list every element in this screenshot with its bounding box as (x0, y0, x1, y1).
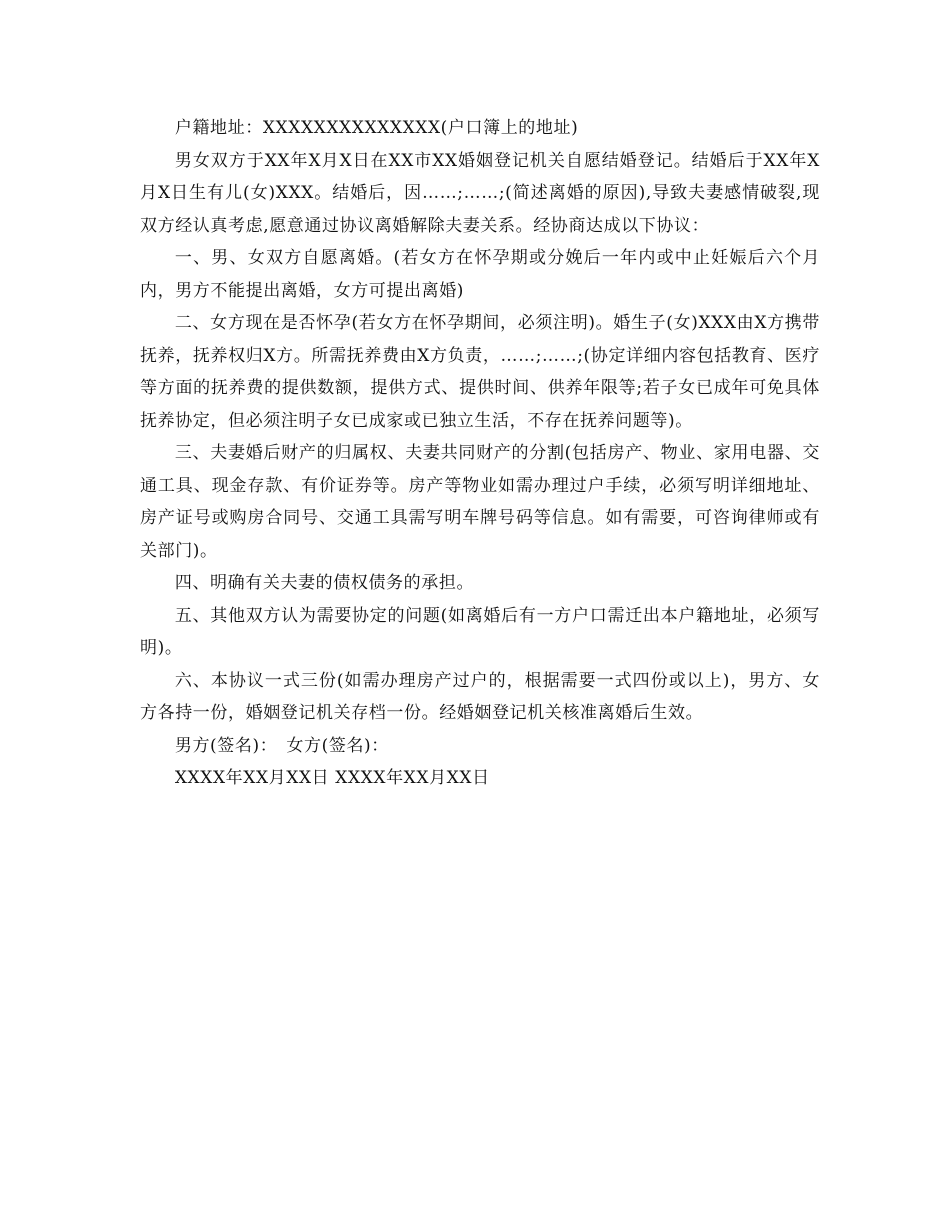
clause-4-debts: 四、明确有关夫妻的债权债务的承担。 (174, 573, 475, 593)
clause-2-child-custody: 二、女方现在是否怀孕(若女方在怀孕期间，必须注明)。婚生子(女)XXX由X方携带抚养，抚养权归X方。所需抚养费由X方负责，……;……;(协定详细内容包括教育、医疗等方面的抚养费的提供数额，提供方式、提供时间、供养年限等;若子女已成年可免具体抚养协定，但必须注明子女已成家或已独立生活，不存在抚养问题等)。 (140, 313, 821, 431)
clause-5-other-matters: 五、其他双方认为需要协定的问题(如离婚后有一方户口需迁出本户籍地址，必须写明)。 (140, 605, 820, 658)
date-line: XXXX年XX月XX日 XXXX年XX月XX日 (174, 768, 490, 788)
clause-3-property-division: 三、夫妻婚后财产的归属权、夫妻共同财产的分割(包括房产、物业、家用电器、交通工具、现金存款、有价证券等。房产等物业如需办理过户手续，必须写明详细地址、房产证号或购房合同号、交通工具需写明车牌号码等信息。如有需要，可咨询律师或有关部门)。 (140, 443, 820, 561)
signature-line: 男方(签名)： 女方(签名)： (174, 735, 389, 756)
document-body (140, 112, 820, 795)
household-address-line: 户籍地址：XXXXXXXXXXXXXX(户口簿上的地址) (174, 118, 579, 138)
marriage-background-paragraph: 男女双方于XX年X月X日在XX市XX婚姻登记机关自愿结婚登记。结婚后于XX年X月X日生有儿(女)XXX。结婚后，因……;……;(简述离婚的原因),导致夫妻感情破裂,现双方经认真考虑,愿意通过协议离婚解除夫妻关系。经协商达成以下协议： (140, 150, 820, 236)
clause-6-copies-effect: 六、本协议一式三份(如需办理房产过户的，根据需要一式四份或以上)，男方、女方各持一份，婚姻登记机关存档一份。经婚姻登记机关核准离婚后生效。 (140, 670, 820, 723)
clause-1-voluntary-divorce: 一、男、女双方自愿离婚。(若女方在怀孕期或分娩后一年内或中止妊娠后六个月内，男方不能提出离婚，女方可提出离婚) (140, 248, 820, 301)
